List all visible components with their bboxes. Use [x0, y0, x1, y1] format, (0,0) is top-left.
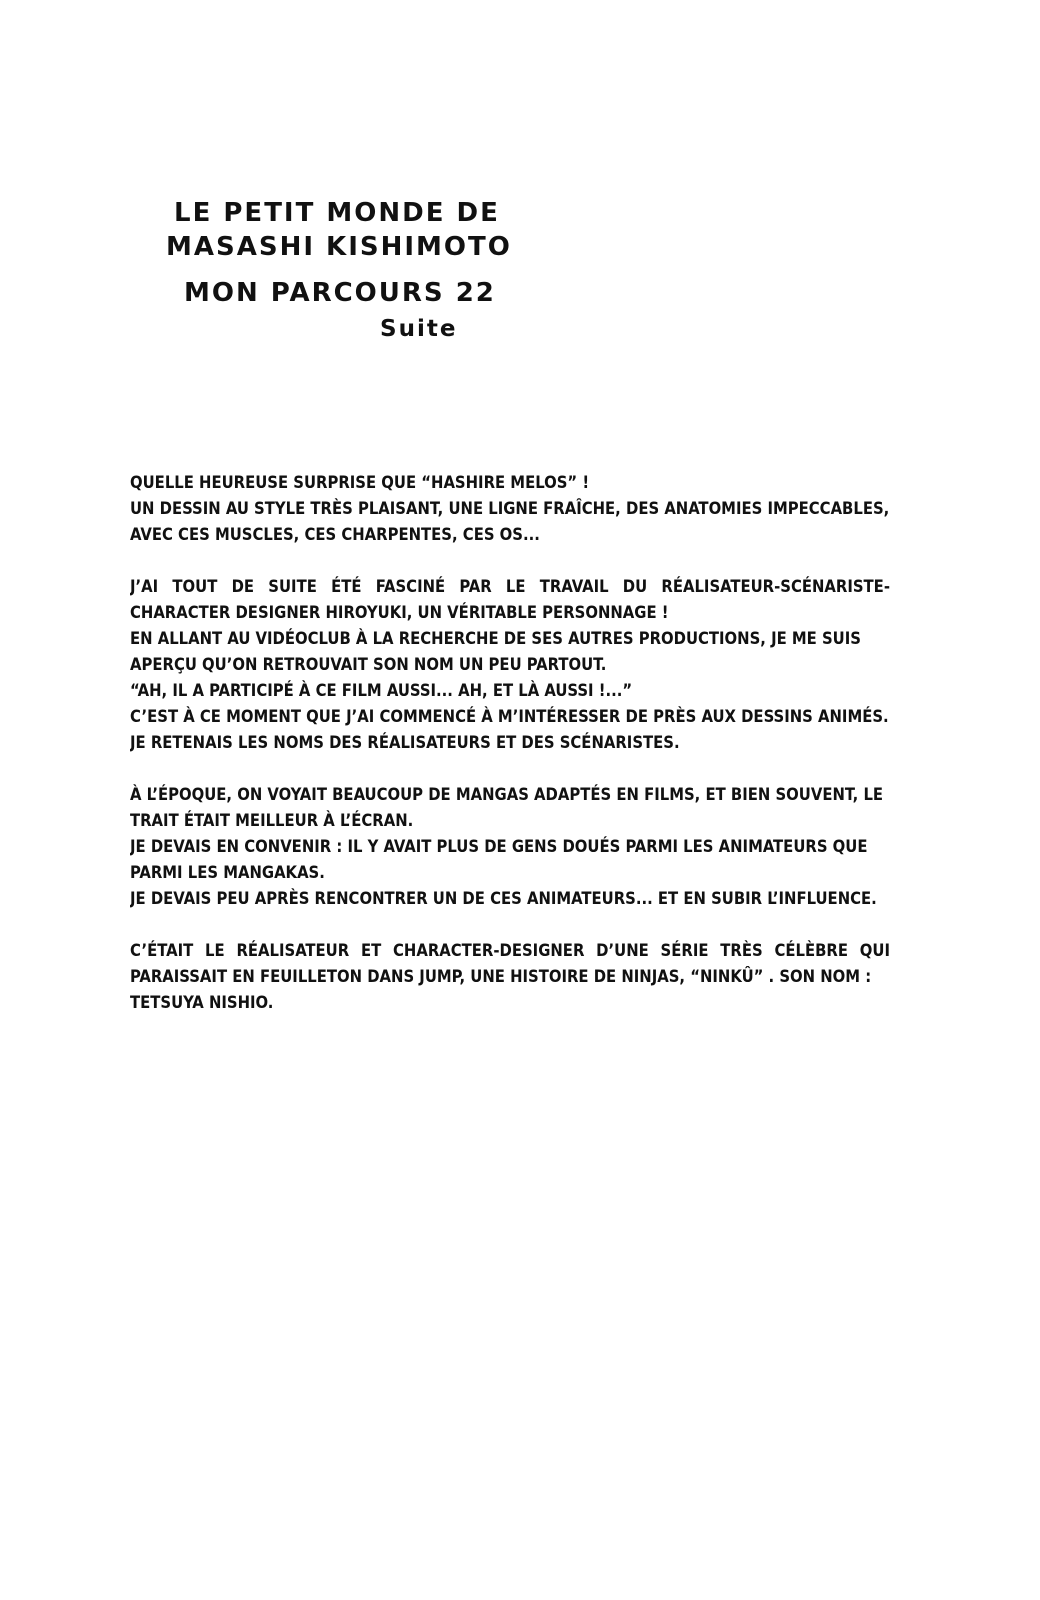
paragraph-line: J’AI TOUT DE SUITE ÉTÉ FASCINÉ PAR LE TRAVAIL DU RÉALISATEUR-SCÉNARISTE- — [130, 577, 890, 596]
paragraph-line: TRAIT ÉTAIT MEILLEUR À L’ÉCRAN. — [130, 811, 414, 830]
paragraph-2 — [130, 574, 890, 756]
body-text — [130, 470, 890, 1042]
paragraph-line: C’EST À CE MOMENT QUE J’AI COMMENCÉ À M’INTÉRESSER DE PRÈS AUX DESSINS ANIMÉS. — [130, 707, 889, 726]
paragraph-line: AVEC CES MUSCLES, CES CHARPENTES, CES OS... — [130, 525, 540, 544]
paragraph-1 — [130, 470, 890, 548]
paragraph-line: JE RETENAIS LES NOMS DES RÉALISATEURS ET DES SCÉNARISTES. — [130, 733, 680, 752]
paragraph-line: JE DEVAIS EN CONVENIR : IL Y AVAIT PLUS DE GENS DOUÉS PARMI LES ANIMATEURS QUE — [130, 837, 868, 856]
paragraph-line: CHARACTER DESIGNER HIROYUKI, UN VÉRITABLE PERSONNAGE ! — [130, 603, 669, 622]
subtitle: Suite — [380, 316, 458, 342]
paragraph-line: QUELLE HEUREUSE SURPRISE QUE “HASHIRE MELOS” ! — [130, 473, 590, 492]
paragraph-4 — [130, 938, 890, 1016]
paragraph-line: C’ÉTAIT LE RÉALISATEUR ET CHARACTER-DESIGNER D’UNE SÉRIE TRÈS CÉLÈBRE QUI — [130, 941, 890, 960]
paragraph-line: PARAISSAIT EN FEUILLETON DANS JUMP, UNE HISTOIRE DE NINJAS, “NINKÛ” . SON NOM : — [130, 967, 872, 986]
title-block — [160, 196, 512, 344]
paragraph-line: À L’ÉPOQUE, ON VOYAIT BEAUCOUP DE MANGAS ADAPTÉS EN FILMS, ET BIEN SOUVENT, LE — [130, 785, 884, 804]
paragraph-line: “AH, IL A PARTICIPÉ À CE FILM AUSSI... AH, ET LÀ AUSSI !...” — [130, 681, 633, 700]
paragraph-line: EN ALLANT AU VIDÉOCLUB À LA RECHERCHE DE SES AUTRES PRODUCTIONS, JE ME SUIS — [130, 629, 861, 648]
paragraph-3 — [130, 782, 890, 912]
title-line-1: LE PETIT MONDE DE — [174, 198, 500, 228]
title-line-2: MASASHI KISHIMOTO — [166, 232, 512, 262]
paragraph-line: PARMI LES MANGAKAS. — [130, 863, 325, 882]
title-line-3: MON PARCOURS 22 — [184, 278, 496, 308]
paragraph-line: UN DESSIN AU STYLE TRÈS PLAISANT, UNE LIGNE FRAÎCHE, DES ANATOMIES IMPECCABLES, — [130, 499, 890, 518]
paragraph-line: APERÇU QU’ON RETROUVAIT SON NOM UN PEU PARTOUT. — [130, 655, 607, 674]
paragraph-line: TETSUYA NISHIO. — [130, 993, 274, 1012]
paragraph-line: JE DEVAIS PEU APRÈS RENCONTRER UN DE CES ANIMATEURS... ET EN SUBIR L’INFLUENCE. — [130, 889, 877, 908]
